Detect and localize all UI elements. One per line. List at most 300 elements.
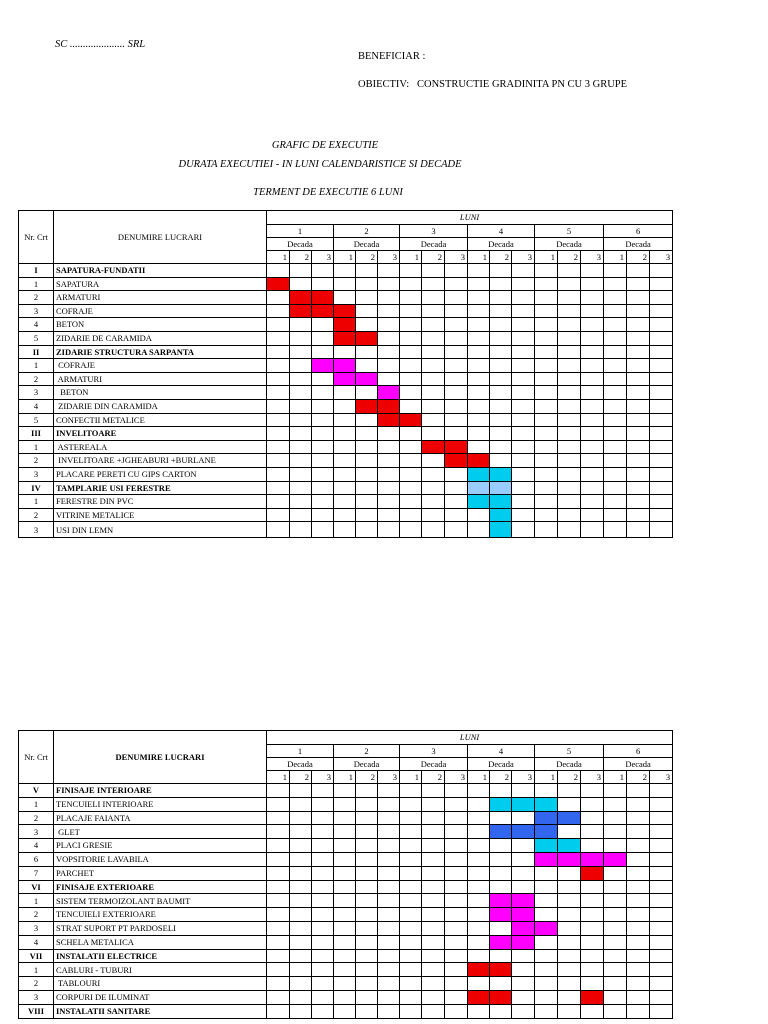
header-decade-number: 3 bbox=[445, 251, 468, 264]
gantt-cell bbox=[267, 454, 290, 468]
gantt-cell bbox=[378, 522, 400, 538]
gantt-cell bbox=[267, 399, 290, 413]
table-row bbox=[19, 318, 719, 332]
gantt-cell bbox=[290, 495, 312, 509]
gantt-cell bbox=[581, 495, 604, 509]
gantt-cell bbox=[627, 949, 650, 963]
header-nr-crt: Nr. Crt bbox=[19, 731, 54, 784]
gantt-cell bbox=[422, 386, 445, 400]
gantt-bar-cell bbox=[490, 481, 512, 495]
row-number: 3 bbox=[19, 522, 54, 538]
gantt-cell bbox=[445, 467, 468, 481]
gantt-cell bbox=[422, 264, 445, 278]
gantt-bar-cell bbox=[490, 963, 512, 977]
gantt-cell bbox=[312, 331, 334, 345]
table-row bbox=[19, 372, 719, 386]
row-label: FERESTRE DIN PVC bbox=[54, 495, 267, 509]
gantt-cell bbox=[378, 467, 400, 481]
gantt-bar-cell bbox=[490, 508, 512, 522]
gantt-cell bbox=[356, 413, 378, 427]
row-label: ZIDARIE DIN CARAMIDA bbox=[54, 399, 267, 413]
gantt-cell bbox=[378, 990, 400, 1004]
gantt-cell bbox=[400, 797, 422, 811]
gantt-cell bbox=[267, 990, 290, 1004]
row-number: 4 bbox=[19, 839, 54, 853]
gantt-cell bbox=[422, 784, 445, 798]
gantt-cell bbox=[422, 372, 445, 386]
table-row bbox=[19, 908, 719, 922]
gantt-cell bbox=[267, 440, 290, 454]
gantt-cell bbox=[422, 467, 445, 481]
table-row bbox=[19, 811, 719, 825]
gantt-cell bbox=[650, 1004, 673, 1018]
gantt-cell bbox=[512, 331, 535, 345]
gantt-cell bbox=[378, 963, 400, 977]
row-number: 1 bbox=[19, 894, 54, 908]
header-decada: Decada bbox=[468, 238, 535, 251]
gantt-cell bbox=[535, 481, 558, 495]
gantt-cell bbox=[356, 990, 378, 1004]
gantt-cell bbox=[627, 386, 650, 400]
row-label: FINISAJE INTERIOARE bbox=[54, 784, 267, 798]
gantt-cell bbox=[400, 825, 422, 839]
gantt-cell bbox=[468, 880, 490, 894]
gantt-cell bbox=[468, 386, 490, 400]
gantt-cell bbox=[490, 331, 512, 345]
gantt-cell bbox=[604, 963, 627, 977]
gantt-cell bbox=[378, 495, 400, 509]
gantt-cell bbox=[604, 977, 627, 991]
header-decade-number: 1 bbox=[468, 251, 490, 264]
row-label: STRAT SUPORT PT PARDOSELI bbox=[54, 921, 267, 935]
header-decade-number: 2 bbox=[290, 251, 312, 264]
gantt-cell bbox=[400, 811, 422, 825]
gantt-cell bbox=[400, 318, 422, 332]
objective-label: OBIECTIV: CONSTRUCTIE GRADINITA PN CU 3 GRUPE bbox=[358, 79, 628, 90]
gantt-cell bbox=[312, 345, 334, 359]
row-number: VII bbox=[19, 949, 54, 963]
header-decade-number: 1 bbox=[334, 771, 356, 784]
gantt-cell bbox=[356, 852, 378, 866]
gantt-cell bbox=[581, 331, 604, 345]
header-decade-number: 1 bbox=[535, 251, 558, 264]
gantt-cell bbox=[400, 522, 422, 538]
gantt-cell bbox=[604, 908, 627, 922]
table-row bbox=[19, 852, 719, 866]
gantt-cell bbox=[356, 935, 378, 949]
gantt-cell bbox=[468, 825, 490, 839]
gantt-cell bbox=[468, 427, 490, 441]
gantt-cell bbox=[535, 508, 558, 522]
gantt-cell bbox=[581, 427, 604, 441]
gantt-cell bbox=[581, 522, 604, 538]
gantt-cell bbox=[356, 811, 378, 825]
gantt-cell bbox=[604, 990, 627, 1004]
table-row bbox=[19, 508, 719, 522]
gantt-cell bbox=[356, 264, 378, 278]
header-decade-number: 1 bbox=[267, 251, 290, 264]
row-number: 3 bbox=[19, 304, 54, 318]
header-decada: Decada bbox=[267, 238, 334, 251]
gantt-cell bbox=[627, 508, 650, 522]
gantt-cell bbox=[627, 345, 650, 359]
row-number: 2 bbox=[19, 811, 54, 825]
gantt-cell bbox=[581, 413, 604, 427]
header-month-5: 5 bbox=[535, 225, 604, 238]
gantt-cell bbox=[535, 386, 558, 400]
term-subtitle: TERMENT DE EXECUTIE 6 LUNI bbox=[253, 187, 403, 198]
gantt-cell bbox=[468, 935, 490, 949]
gantt-cell bbox=[627, 372, 650, 386]
gantt-cell bbox=[422, 949, 445, 963]
gantt-cell bbox=[650, 839, 673, 853]
gantt-cell bbox=[627, 839, 650, 853]
gantt-cell bbox=[468, 304, 490, 318]
section-row bbox=[19, 481, 719, 495]
gantt-cell bbox=[490, 949, 512, 963]
gantt-cell bbox=[312, 427, 334, 441]
gantt-cell bbox=[512, 852, 535, 866]
gantt-cell bbox=[290, 522, 312, 538]
gantt-bar-cell bbox=[267, 277, 290, 291]
gantt-cell bbox=[334, 427, 356, 441]
gantt-cell bbox=[535, 977, 558, 991]
header-decade-number: 2 bbox=[290, 771, 312, 784]
gantt-cell bbox=[422, 291, 445, 305]
gantt-cell bbox=[312, 921, 334, 935]
gantt-cell bbox=[650, 866, 673, 880]
gantt-cell bbox=[604, 825, 627, 839]
gantt-cell bbox=[267, 413, 290, 427]
gantt-cell bbox=[490, 386, 512, 400]
gantt-cell bbox=[290, 345, 312, 359]
gantt-cell bbox=[312, 495, 334, 509]
gantt-cell bbox=[490, 440, 512, 454]
gantt-bar-cell bbox=[334, 318, 356, 332]
gantt-cell bbox=[468, 359, 490, 373]
gantt-cell bbox=[334, 880, 356, 894]
gantt-bar-cell bbox=[604, 852, 627, 866]
gantt-cell bbox=[468, 413, 490, 427]
header-decada: Decada bbox=[604, 238, 673, 251]
gantt-cell bbox=[512, 990, 535, 1004]
gantt-cell bbox=[356, 784, 378, 798]
gantt-bar-cell bbox=[468, 481, 490, 495]
header-decade-number: 1 bbox=[604, 771, 627, 784]
row-number: 2 bbox=[19, 908, 54, 922]
row-number: 4 bbox=[19, 318, 54, 332]
row-number: VI bbox=[19, 880, 54, 894]
gantt-cell bbox=[650, 852, 673, 866]
row-number: 3 bbox=[19, 825, 54, 839]
row-label: PARCHET bbox=[54, 866, 267, 880]
gantt-cell bbox=[267, 495, 290, 509]
gantt-cell bbox=[490, 345, 512, 359]
company-name: SC ..................... SRL bbox=[55, 39, 146, 50]
gantt-cell bbox=[558, 467, 581, 481]
gantt-cell bbox=[604, 427, 627, 441]
gantt-cell bbox=[334, 784, 356, 798]
gantt-cell bbox=[535, 331, 558, 345]
gantt-cell bbox=[400, 935, 422, 949]
gantt-cell bbox=[558, 481, 581, 495]
gantt-cell bbox=[604, 880, 627, 894]
header-nr-crt: Nr. Crt bbox=[19, 211, 54, 264]
gantt-cell bbox=[334, 264, 356, 278]
row-label: TENCUIELI EXTERIOARE bbox=[54, 908, 267, 922]
gantt-cell bbox=[512, 345, 535, 359]
gantt-cell bbox=[468, 345, 490, 359]
row-label: TENCUIELI INTERIOARE bbox=[54, 797, 267, 811]
gantt-cell bbox=[334, 977, 356, 991]
gantt-cell bbox=[581, 318, 604, 332]
gantt-cell bbox=[468, 908, 490, 922]
gantt-cell bbox=[356, 977, 378, 991]
header-decade-number: 3 bbox=[378, 771, 400, 784]
gantt-cell bbox=[378, 508, 400, 522]
gantt-cell bbox=[490, 852, 512, 866]
gantt-bar-cell bbox=[558, 811, 581, 825]
gantt-cell bbox=[334, 508, 356, 522]
gantt-cell bbox=[558, 977, 581, 991]
gantt-cell bbox=[558, 880, 581, 894]
gantt-bar-cell bbox=[581, 990, 604, 1004]
gantt-cell bbox=[535, 894, 558, 908]
gantt-cell bbox=[422, 454, 445, 468]
gantt-cell bbox=[290, 990, 312, 1004]
gantt-cell bbox=[627, 825, 650, 839]
gantt-cell bbox=[422, 318, 445, 332]
gantt-bar-cell bbox=[490, 467, 512, 481]
gantt-cell bbox=[468, 977, 490, 991]
gantt-cell bbox=[512, 454, 535, 468]
gantt-cell bbox=[604, 386, 627, 400]
gantt-cell bbox=[558, 454, 581, 468]
gantt-cell bbox=[400, 508, 422, 522]
gantt-cell bbox=[290, 880, 312, 894]
gantt-cell bbox=[650, 825, 673, 839]
gantt-cell bbox=[604, 949, 627, 963]
header-decade-number: 3 bbox=[650, 771, 673, 784]
gantt-cell bbox=[490, 880, 512, 894]
gantt-cell bbox=[627, 784, 650, 798]
row-label: ARMATURI bbox=[54, 372, 267, 386]
row-label: CORPURI DE ILUMINAT bbox=[54, 990, 267, 1004]
gantt-cell bbox=[604, 304, 627, 318]
gantt-cell bbox=[312, 880, 334, 894]
gantt-cell bbox=[581, 880, 604, 894]
gantt-cell bbox=[422, 839, 445, 853]
gantt-cell bbox=[356, 825, 378, 839]
row-number: 2 bbox=[19, 291, 54, 305]
gantt-cell bbox=[490, 318, 512, 332]
gantt-cell bbox=[468, 797, 490, 811]
header-month-4: 4 bbox=[468, 225, 535, 238]
gantt-cell bbox=[400, 467, 422, 481]
gantt-bar-cell bbox=[535, 852, 558, 866]
row-number: 1 bbox=[19, 440, 54, 454]
row-number: 5 bbox=[19, 331, 54, 345]
gantt-cell bbox=[334, 495, 356, 509]
gantt-cell bbox=[378, 427, 400, 441]
gantt-cell bbox=[445, 1004, 468, 1018]
gantt-cell bbox=[334, 522, 356, 538]
gantt-cell bbox=[356, 291, 378, 305]
header-month-3: 3 bbox=[400, 225, 468, 238]
gantt-cell bbox=[378, 304, 400, 318]
gantt-cell bbox=[312, 866, 334, 880]
gantt-cell bbox=[512, 839, 535, 853]
gantt-cell bbox=[290, 811, 312, 825]
gantt-cell bbox=[650, 291, 673, 305]
gantt-bar-cell bbox=[312, 359, 334, 373]
gantt-cell bbox=[445, 331, 468, 345]
gantt-cell bbox=[627, 454, 650, 468]
row-number: 2 bbox=[19, 977, 54, 991]
gantt-cell bbox=[445, 372, 468, 386]
gantt-cell bbox=[400, 372, 422, 386]
gantt-bar-cell bbox=[378, 386, 400, 400]
gantt-cell bbox=[312, 949, 334, 963]
gantt-cell bbox=[604, 399, 627, 413]
gantt-cell bbox=[400, 852, 422, 866]
gantt-cell bbox=[400, 277, 422, 291]
row-number: 1 bbox=[19, 963, 54, 977]
row-label: PLACAJE FAIANTA bbox=[54, 811, 267, 825]
gantt-cell bbox=[445, 318, 468, 332]
gantt-cell bbox=[445, 880, 468, 894]
gantt-cell bbox=[468, 949, 490, 963]
gantt-cell bbox=[490, 291, 512, 305]
gantt-cell bbox=[422, 990, 445, 1004]
gantt-cell bbox=[535, 522, 558, 538]
gantt-cell bbox=[422, 495, 445, 509]
gantt-cell bbox=[334, 949, 356, 963]
table-row bbox=[19, 825, 719, 839]
row-label: TABLOURI bbox=[54, 977, 267, 991]
gantt-cell bbox=[535, 264, 558, 278]
row-number: 4 bbox=[19, 399, 54, 413]
gantt-cell bbox=[604, 811, 627, 825]
gantt-cell bbox=[627, 413, 650, 427]
row-number: 3 bbox=[19, 386, 54, 400]
gantt-cell bbox=[267, 331, 290, 345]
gantt-cell bbox=[535, 399, 558, 413]
gantt-bar-cell bbox=[512, 908, 535, 922]
table-row bbox=[19, 359, 719, 373]
header-decade-number: 1 bbox=[400, 251, 422, 264]
gantt-cell bbox=[558, 495, 581, 509]
gantt-cell bbox=[290, 399, 312, 413]
gantt-cell bbox=[535, 440, 558, 454]
gantt-cell bbox=[334, 399, 356, 413]
gantt-cell bbox=[400, 345, 422, 359]
gantt-cell bbox=[267, 427, 290, 441]
gantt-cell bbox=[627, 440, 650, 454]
gantt-cell bbox=[581, 811, 604, 825]
gantt-bar-cell bbox=[468, 467, 490, 481]
gantt-cell bbox=[334, 291, 356, 305]
gantt-cell bbox=[422, 908, 445, 922]
gantt-cell bbox=[604, 277, 627, 291]
gantt-cell bbox=[356, 522, 378, 538]
gantt-cell bbox=[378, 797, 400, 811]
gantt-cell bbox=[267, 949, 290, 963]
gantt-bar-cell bbox=[581, 866, 604, 880]
gantt-cell bbox=[512, 386, 535, 400]
gantt-cell bbox=[468, 508, 490, 522]
gantt-cell bbox=[581, 399, 604, 413]
gantt-bar-cell bbox=[512, 797, 535, 811]
gantt-cell bbox=[581, 454, 604, 468]
gantt-cell bbox=[604, 331, 627, 345]
table-row bbox=[19, 522, 719, 538]
gantt-cell bbox=[290, 264, 312, 278]
gantt-cell bbox=[627, 427, 650, 441]
gantt-cell bbox=[512, 413, 535, 427]
row-label: BETON bbox=[54, 386, 267, 400]
gantt-cell bbox=[490, 921, 512, 935]
gantt-cell bbox=[356, 908, 378, 922]
gantt-bar-cell bbox=[334, 372, 356, 386]
gantt-cell bbox=[581, 386, 604, 400]
gantt-cell bbox=[558, 304, 581, 318]
row-number: 1 bbox=[19, 277, 54, 291]
gantt-cell bbox=[650, 386, 673, 400]
gantt-bar-cell bbox=[312, 291, 334, 305]
gantt-cell bbox=[400, 921, 422, 935]
gantt-cell bbox=[490, 454, 512, 468]
gantt-cell bbox=[558, 935, 581, 949]
gantt-cell bbox=[445, 839, 468, 853]
gantt-cell bbox=[356, 318, 378, 332]
gantt-cell bbox=[558, 264, 581, 278]
gantt-cell bbox=[445, 427, 468, 441]
gantt-cell bbox=[627, 331, 650, 345]
gantt-cell bbox=[378, 811, 400, 825]
gantt-cell bbox=[400, 304, 422, 318]
gantt-cell bbox=[356, 495, 378, 509]
gantt-cell bbox=[468, 866, 490, 880]
gantt-cell bbox=[422, 427, 445, 441]
gantt-cell bbox=[558, 427, 581, 441]
gantt-bar-cell bbox=[422, 440, 445, 454]
gantt-cell bbox=[445, 277, 468, 291]
table-row bbox=[19, 894, 719, 908]
header-month-2: 2 bbox=[334, 225, 400, 238]
gantt-cell bbox=[627, 866, 650, 880]
gantt-cell bbox=[267, 508, 290, 522]
header-decade-number: 2 bbox=[490, 771, 512, 784]
gantt-cell bbox=[290, 440, 312, 454]
gantt-cell bbox=[468, 318, 490, 332]
gantt-cell bbox=[422, 399, 445, 413]
gantt-cell bbox=[650, 522, 673, 538]
gantt-cell bbox=[290, 277, 312, 291]
gantt-cell bbox=[290, 508, 312, 522]
gantt-cell bbox=[356, 440, 378, 454]
row-number: IV bbox=[19, 481, 54, 495]
row-label: VITRINE METALICE bbox=[54, 508, 267, 522]
gantt-cell bbox=[378, 264, 400, 278]
gantt-cell bbox=[604, 495, 627, 509]
gantt-cell bbox=[558, 277, 581, 291]
gantt-cell bbox=[581, 359, 604, 373]
gantt-cell bbox=[445, 866, 468, 880]
gantt-cell bbox=[334, 963, 356, 977]
gantt-cell bbox=[422, 359, 445, 373]
row-label: CONFECTII METALICE bbox=[54, 413, 267, 427]
